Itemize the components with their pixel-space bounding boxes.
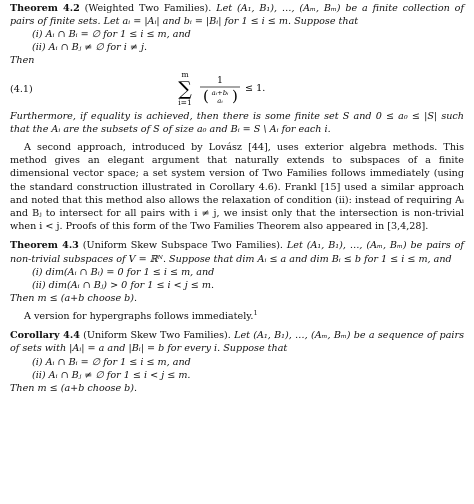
equation-rhs: ≤ 1. bbox=[245, 82, 266, 94]
footnote-marker[interactable]: 1 bbox=[253, 308, 258, 317]
condition-ii: (ii) dim(Aᵢ ∩ Bⱼ) > 0 for 1 ≤ i < j ≤ m. bbox=[32, 279, 215, 291]
condition-ii: (ii) Aᵢ ∩ Bⱼ ≠ ∅ for i ≠ j. bbox=[32, 42, 147, 54]
equation-number: (4.1) bbox=[10, 83, 33, 95]
paragraph-hypergraphs bbox=[10, 310, 464, 323]
hypergraph-text: A version for hypergraphs follows immediately. bbox=[24, 311, 254, 323]
theorem-4-2-conditions bbox=[32, 28, 464, 54]
theorem-4-3-conditions bbox=[32, 266, 464, 292]
condition-i: (i) Aᵢ ∩ Bᵢ = ∅ for 1 ≤ i ≤ m, and bbox=[32, 29, 191, 41]
sum-symbol: ∑ bbox=[178, 77, 192, 100]
binom-bottom: aᵢ bbox=[217, 96, 223, 105]
corollary-4-4-label: Corollary 4.4 bbox=[10, 330, 80, 342]
corollary-4-4-body: Let (A₁, B₁), …, (Aₘ, Bₘ) be a sequence of pairs of sets with |Aᵢ| = a and |Bᵢ| = b for every i. Suppose that bbox=[10, 330, 464, 355]
equation-formula bbox=[176, 70, 286, 110]
sum-lower-limit: i=1 bbox=[178, 97, 192, 107]
theorem-4-3-label: Theorem 4.3 bbox=[10, 240, 79, 252]
corollary-4-4-conditions bbox=[32, 356, 464, 382]
binom-right-paren: ) bbox=[232, 86, 238, 105]
condition-ii: (ii) Aᵢ ∩ Bⱼ ≠ ∅ for 1 ≤ i < j ≤ m. bbox=[32, 369, 191, 381]
theorem-4-3-body: Let (A₁, B₁), …, (Aₘ, Bₘ) be pairs of non-trivial subspaces of V = ℝᴺ. Suppose that dim Aᵢ ≤ a and dim Bᵢ ≤ b for 1 ≤ i ≤ m, and bbox=[10, 240, 464, 265]
theorem-4-2-body: Let (A₁, B₁), …, (Aₘ, Bₘ) be a finite collection of pairs of finite sets. Let aᵢ = |Aᵢ| and bᵢ = |Bᵢ| for 1 ≤ i ≤ m. Suppose that bbox=[10, 3, 464, 28]
theorem-4-2-then: Then bbox=[10, 55, 35, 67]
binom-top: aᵢ+bᵢ bbox=[211, 88, 229, 97]
fraction-numerator: 1 bbox=[217, 75, 223, 86]
binom-left-paren: ( bbox=[203, 86, 209, 105]
equality-case: Furthermore, if equality is achieved, then there is some finite set S and 0 ≤ a₀ ≤ |S| such that the Aᵢ are the subsets of S of size a₀ and Bᵢ = S \ Aᵢ for each i. bbox=[10, 110, 464, 135]
theorem-4-3 bbox=[10, 239, 464, 265]
corollary-4-4-conclusion: Then m ≤ (a+b choose b). bbox=[10, 382, 138, 394]
sum-upper-limit: m bbox=[181, 69, 189, 79]
theorem-4-3-name: (Uniform Skew Subspace Two Families). bbox=[82, 240, 283, 252]
theorem-4-2-name: (Weighted Two Families). bbox=[84, 3, 212, 14]
theorem-4-3-conclusion: Then m ≤ (a+b choose b). bbox=[10, 292, 138, 304]
equation-4-1 bbox=[10, 70, 464, 110]
condition-i: (i) Aᵢ ∩ Bᵢ = ∅ for 1 ≤ i ≤ m, and bbox=[32, 356, 191, 368]
theorem-4-2 bbox=[10, 2, 464, 28]
corollary-4-4 bbox=[10, 329, 464, 355]
theorem-4-2-label: Theorem 4.2 bbox=[10, 3, 80, 14]
corollary-4-4-name: (Uniform Skew Two Families). bbox=[83, 330, 231, 342]
paragraph-lovasz: A second approach, introduced by Lovász [44], uses exterior algebra methods. This method gives an elegant argument that naturally extends to subspaces of a finite dimensional vector space; a set system version of Two Families follows immediately (using the standard construction illustrated in Corollary 4.6). Frankl [15] used a similar approach and noted that this method also allows the relaxation of condition (ii): instead of requiring Aᵢ and Bⱼ to intersect for all pairs with i ≠ j, we insist only that the intersection is non-trivial when i < j. Proofs of this form of the Two Families Theorem also appeared in [3,4,28]. bbox=[10, 142, 464, 233]
condition-i: (i) dim(Aᵢ ∩ Bᵢ) = 0 for 1 ≤ i ≤ m, and bbox=[32, 266, 215, 278]
